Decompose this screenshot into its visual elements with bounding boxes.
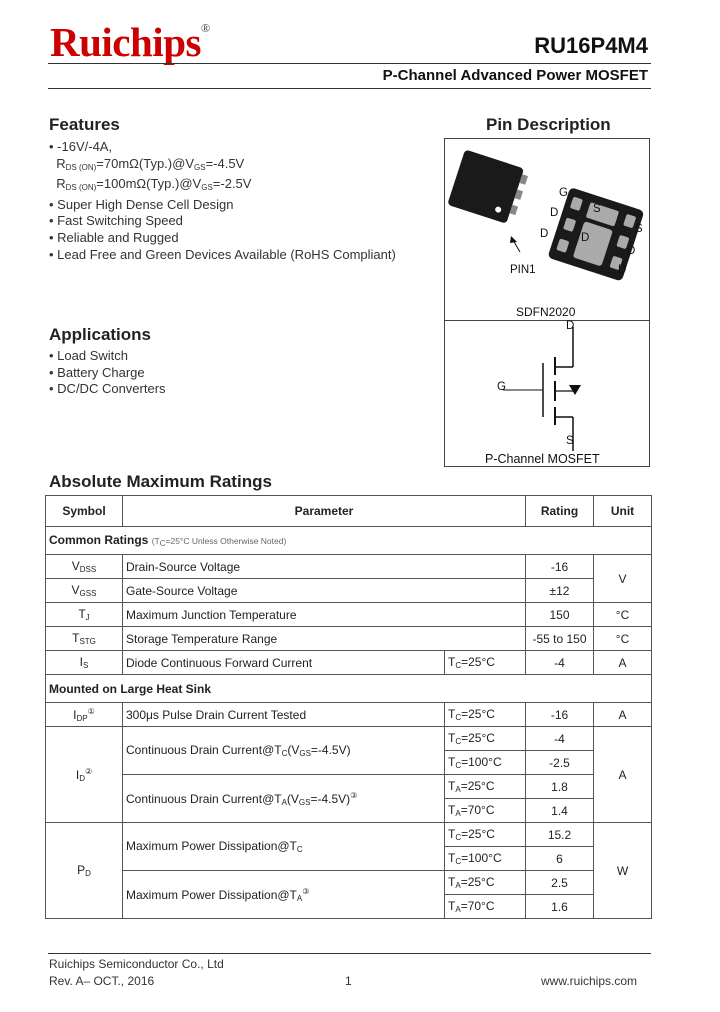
company-logo: Ruichips®: [50, 19, 210, 65]
table-row: [46, 727, 652, 751]
symbol-cell: $P_D$: [46, 823, 123, 919]
condition-cell: $T_A=25^\circ C$: [445, 871, 526, 895]
rating-cell: 150: [526, 603, 594, 627]
feature-rds-2: $R_{DS (ON)}=100m\Omega(Typ.)@V_{GS}=-2.5V$: [56, 176, 252, 193]
mosfet-symbol: [445, 321, 649, 467]
rating-cell: -16: [526, 555, 594, 579]
pin-label-d: D: [581, 232, 590, 244]
feature-rds-1: $R_{DS (ON)}=70m\Omega(Typ.)@V_{GS}=-4.5V$: [56, 155, 245, 172]
table-row: [46, 651, 652, 675]
parameter-cell: Maximum Power $Dissipation@T_A^③$: [123, 871, 445, 919]
table-row: [46, 579, 652, 603]
application-item: • Battery Charge: [49, 364, 145, 380]
package-name: SDFN2020: [516, 305, 576, 319]
parameter-cell: 300μs Pulse Drain Current Tested: [123, 703, 445, 727]
pin-description-heading: Pin Description: [486, 115, 611, 134]
symbol-caption: P-Channel MOSFET: [485, 452, 600, 466]
condition-cell: $T_C=100^\circ C$: [445, 751, 526, 775]
symbol-cell: $I_D^②$: [46, 727, 123, 823]
rating-cell: -4: [526, 727, 594, 751]
pin-label-d: D: [550, 207, 559, 219]
pin-label-d: D: [627, 245, 636, 257]
parameter-cell: Diode Continuous Forward Current: [123, 651, 445, 675]
parameter-cell: Gate-Source Voltage: [123, 579, 526, 603]
symbol-cell: $V_{GSS}$: [46, 579, 123, 603]
condition-cell: $T_C=100^\circ C$: [445, 847, 526, 871]
rating-cell: -4: [526, 651, 594, 675]
col-rating: Rating: [526, 496, 594, 527]
package-top-view: [447, 149, 530, 225]
condition-cell: $T_C=25^\circ C$: [445, 651, 526, 675]
feature-item: • Super High Dense Cell Design: [49, 196, 234, 212]
symbol-cell: $T_{STG}$: [46, 627, 123, 651]
pin1-label: PIN1: [510, 264, 536, 276]
rating-cell: 1.6: [526, 895, 594, 919]
pin-description-box: [444, 138, 650, 467]
unit-cell: A: [594, 703, 652, 727]
pin-label-d: D: [618, 264, 627, 276]
unit-cell: W: [594, 823, 652, 919]
parameter-cell: Drain-Source Voltage: [123, 555, 526, 579]
feature-item: • Lead Free and Green Devices Available (RoHS Compliant): [49, 246, 396, 262]
rating-cell: -16: [526, 703, 594, 727]
ratings-heading: Absolute Maximum Ratings: [49, 472, 272, 491]
symbol-cell: $I_S$: [46, 651, 123, 675]
unit-cell: °C: [594, 627, 652, 651]
table-row: [46, 871, 652, 895]
pin-label-g: G: [559, 187, 568, 199]
symbol-cell: $T_J$: [46, 603, 123, 627]
features-list: [49, 139, 396, 263]
table-row: [46, 627, 652, 651]
table-row: [46, 555, 652, 579]
rating-cell: 1.4: [526, 799, 594, 823]
header-rule: [48, 63, 651, 64]
application-item: • DC/DC Converters: [49, 381, 166, 397]
rating-cell: 2.5: [526, 871, 594, 895]
table-row: [46, 603, 652, 627]
registered-mark: ®: [200, 21, 210, 35]
unit-cell: A: [594, 727, 652, 823]
applications-list: [49, 348, 166, 398]
condition-cell: $T_C=25^\circ C$: [445, 823, 526, 847]
condition-cell: $T_C=25^\circ C$: [445, 703, 526, 727]
parameter-cell: Continuous Drain $Current@T_A(V_{GS}=-4.5V)^③$: [123, 775, 445, 823]
unit-cell: A: [594, 651, 652, 675]
symbol-cell: $I_{DP}^①$: [46, 703, 123, 727]
heatsink-cell: Mounted on Large Heat Sink: [46, 675, 652, 703]
page-number: 1: [345, 974, 352, 988]
application-item: • Load Switch: [49, 348, 128, 363]
section-row: [46, 527, 652, 555]
rating-cell: 1.8: [526, 775, 594, 799]
table-row: [46, 775, 652, 799]
applications-heading: Applications: [49, 325, 152, 344]
symbol-drain-label: D: [566, 320, 575, 332]
col-unit: Unit: [594, 496, 652, 527]
header-rule-2: [48, 88, 651, 89]
condition-cell: $T_C=25^\circ C$: [445, 727, 526, 751]
symbol-gate-label: G: [497, 381, 506, 393]
section-row: [46, 675, 652, 703]
table-row: [46, 703, 652, 727]
symbol-cell: $V_{DSS}$: [46, 555, 123, 579]
pin-label-s: S: [635, 223, 643, 235]
footer-rule: [48, 953, 651, 954]
col-parameter: Parameter: [123, 496, 526, 527]
part-number: RU16P4M4: [534, 33, 648, 58]
rating-cell: ±12: [526, 579, 594, 603]
symbol-source-label: S: [566, 435, 574, 447]
rating-cell: 15.2: [526, 823, 594, 847]
feature-item: • Reliable and Rugged: [49, 229, 179, 245]
pin-label-s: S: [593, 203, 601, 215]
feature-voltage: • -16V/-4A,: [49, 139, 113, 154]
condition-cell: $T_A=70^\circ C$: [445, 895, 526, 919]
condition-cell: $T_A=70^\circ C$: [445, 799, 526, 823]
package-bottom-view: [547, 187, 644, 281]
features-heading: Features: [49, 115, 120, 134]
table-header-row: [46, 496, 652, 527]
footer-website[interactable]: www.ruichips.com: [541, 974, 638, 988]
rating-cell: -55 to 150: [526, 627, 594, 651]
rating-cell: 6: [526, 847, 594, 871]
parameter-cell: Maximum Power $Dissipation@T_C$: [123, 823, 445, 871]
parameter-cell: Storage Temperature Range: [123, 627, 526, 651]
pin-label-d: D: [540, 228, 549, 240]
unit-cell: °C: [594, 603, 652, 627]
condition-cell: $T_A=25^\circ C$: [445, 775, 526, 799]
device-subtitle: P-Channel Advanced Power MOSFET: [382, 67, 648, 84]
ratings-table: [45, 495, 652, 919]
footer-company: Ruichips Semiconductor Co., Ltd: [49, 957, 224, 971]
table-row: [46, 823, 652, 847]
col-symbol: Symbol: [46, 496, 123, 527]
footer-revision: Rev. A– OCT., 2016: [49, 974, 155, 988]
common-ratings-cell: Common Ratings ($T_C=25^\circ C$ Unless Otherwise Noted): [46, 527, 652, 555]
unit-cell: V: [594, 555, 652, 603]
rating-cell: -2.5: [526, 751, 594, 775]
parameter-cell: Continuous Drain $Current@T_C(V_{GS}=-4.5V)$: [123, 727, 445, 775]
parameter-cell: Maximum Junction Temperature: [123, 603, 526, 627]
feature-item: • Fast Switching Speed: [49, 213, 183, 229]
